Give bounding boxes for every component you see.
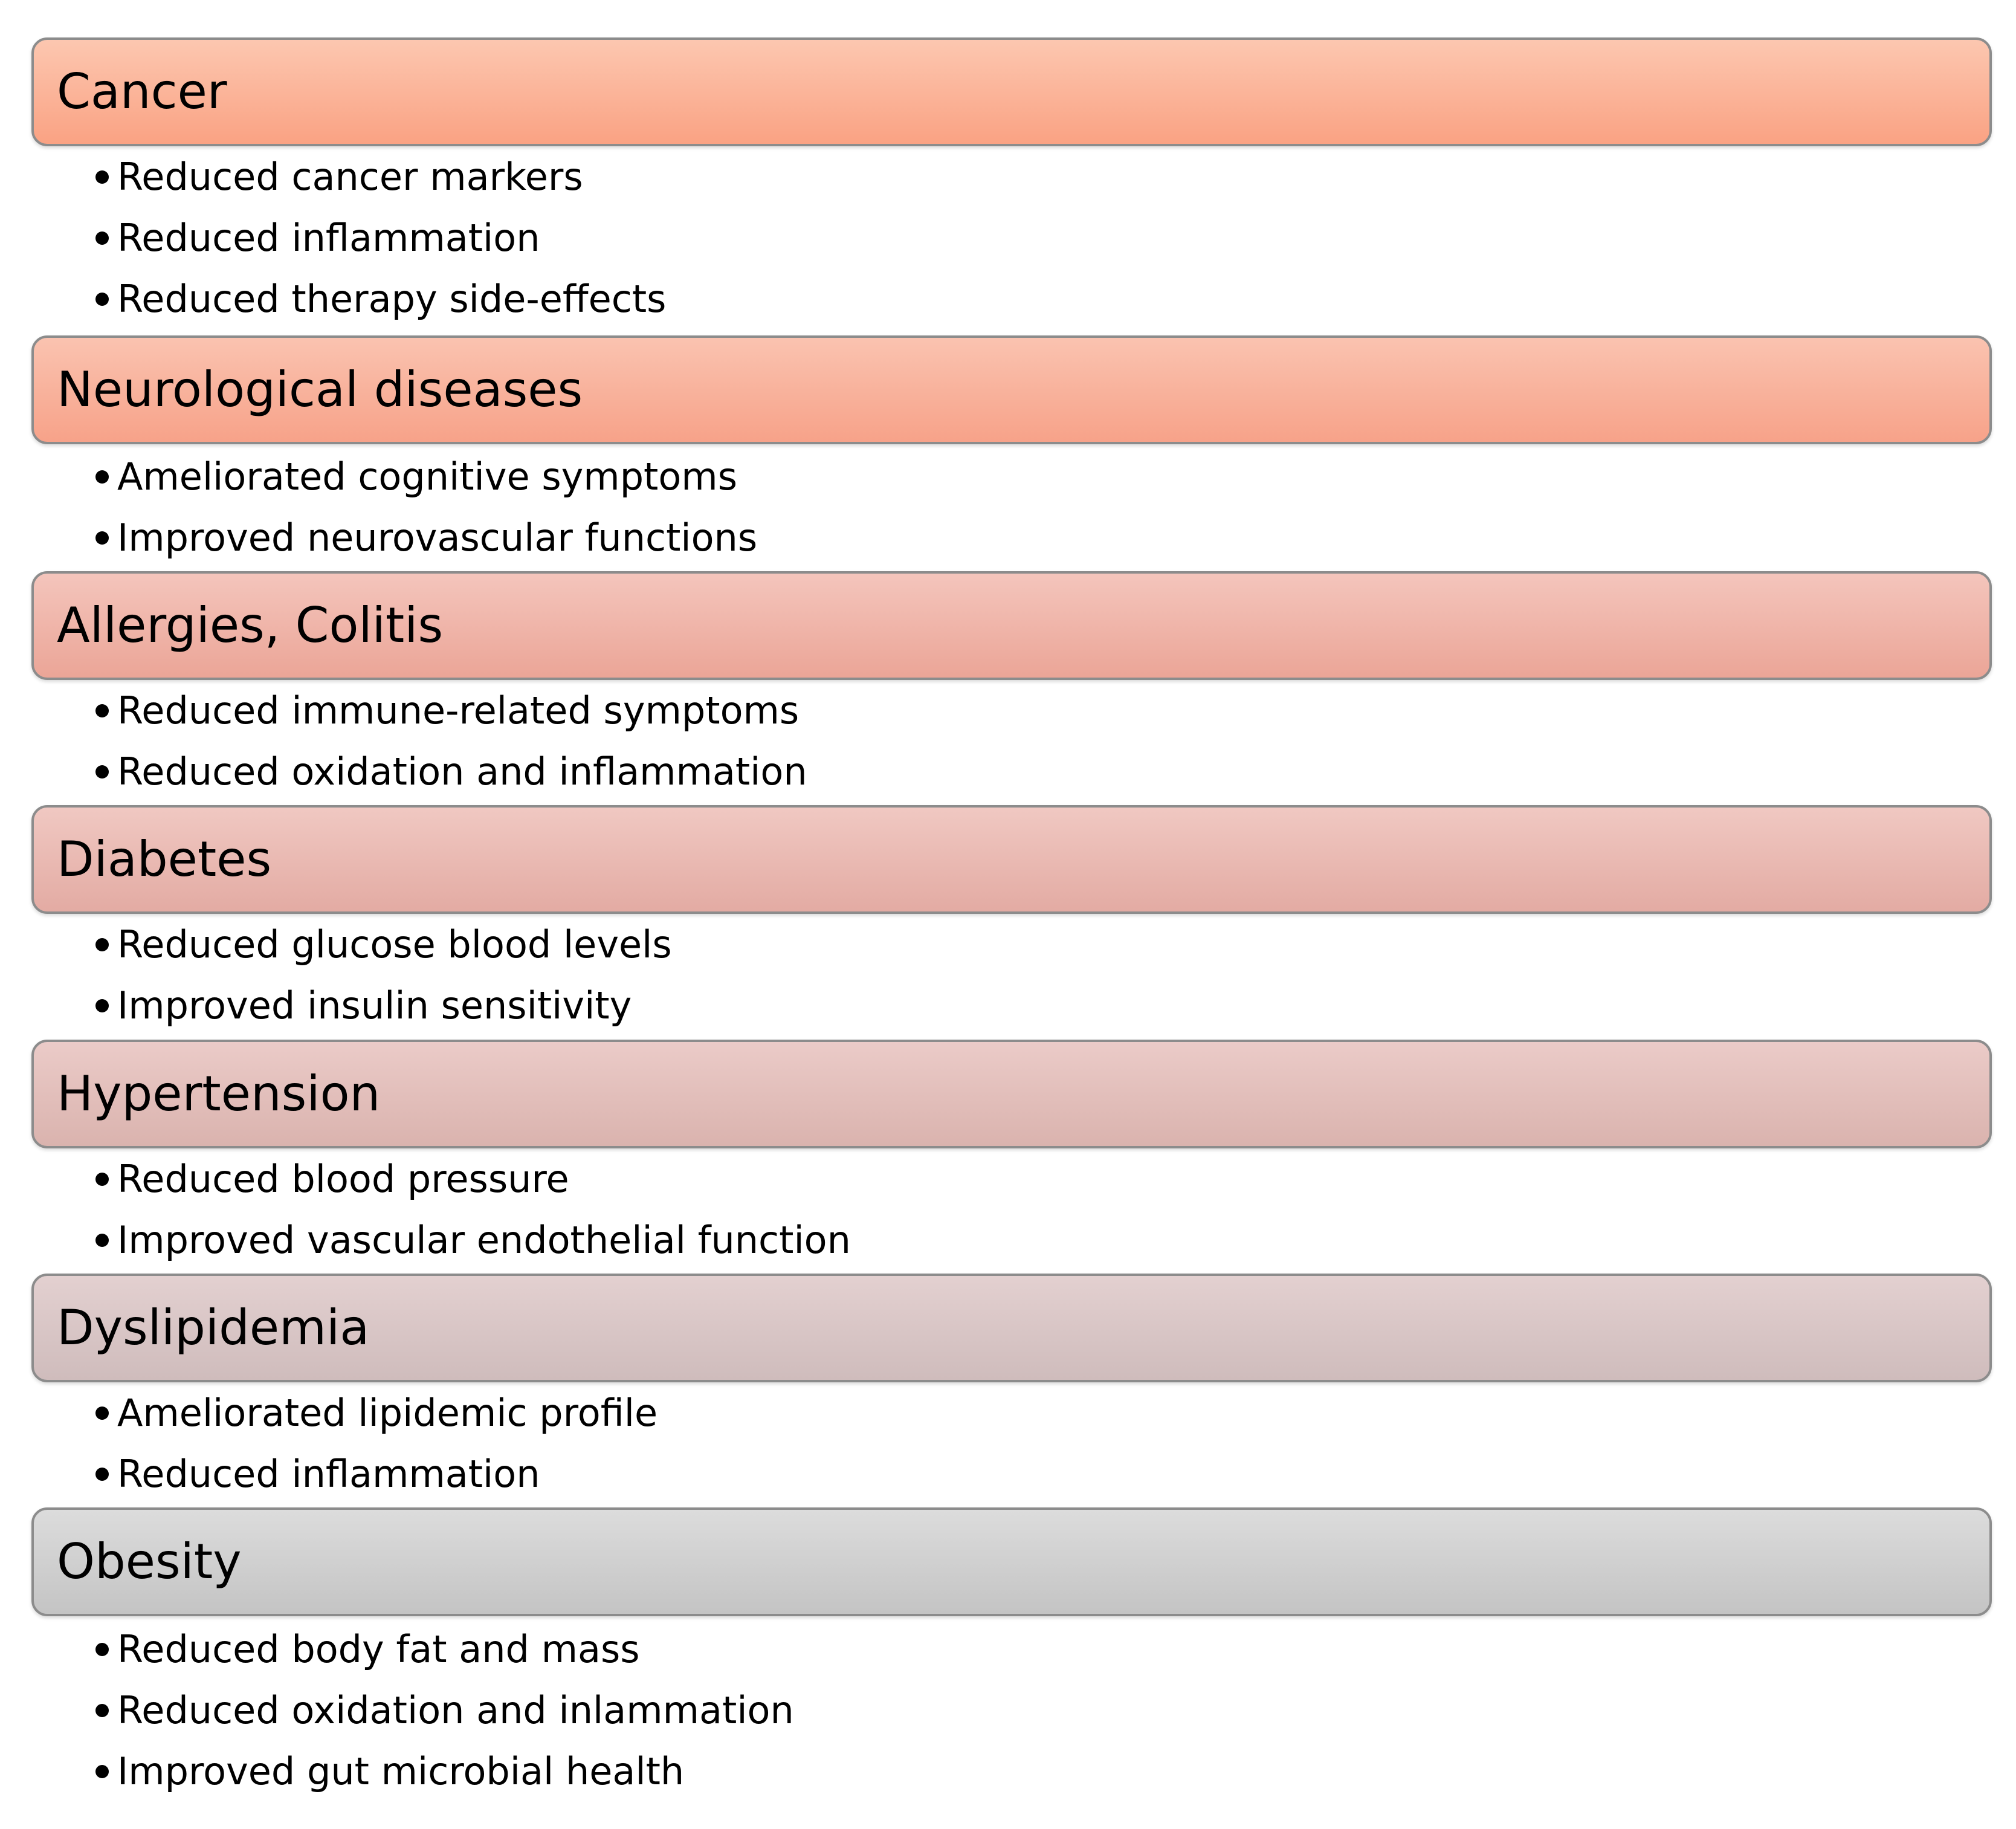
list-item: [95, 1148, 851, 1209]
section-title: Neurological diseases: [57, 361, 583, 418]
list-item: [95, 914, 672, 975]
section-header-dyslipidemia: [31, 1274, 1992, 1382]
section-items-hypertension: [95, 1148, 851, 1271]
section-title: Diabetes: [57, 831, 272, 887]
bullet-icon: [95, 293, 109, 306]
section-header-neurological-diseases: [31, 335, 1992, 444]
list-item-text: Improved vascular endothelial function: [117, 1218, 851, 1262]
list-item-text: Reduced therapy side-effects: [117, 277, 667, 321]
list-item-text: Reduced body fat and mass: [117, 1627, 640, 1671]
section-header-cancer: [31, 37, 1992, 146]
list-item: [95, 1741, 794, 1802]
list-item-text: Reduced inflammation: [117, 1452, 540, 1496]
list-item-text: Improved neurovascular functions: [117, 516, 758, 560]
bullet-icon: [95, 231, 109, 245]
section-title: Obesity: [57, 1533, 242, 1590]
list-item-text: Reduced oxidation and inlammation: [117, 1688, 794, 1732]
section-header-obesity: [31, 1507, 1992, 1616]
list-item: [95, 975, 672, 1036]
bullet-icon: [95, 1234, 109, 1247]
bullet-icon: [95, 704, 109, 717]
bullet-icon: [95, 1704, 109, 1717]
section-items-allergies-colitis: [95, 680, 807, 802]
section-title: Dyslipidemia: [57, 1300, 370, 1356]
list-item-text: Reduced immune-related symptoms: [117, 688, 800, 733]
list-item: [95, 680, 807, 741]
bullet-icon: [95, 1173, 109, 1186]
list-item: [95, 268, 666, 329]
list-item: [95, 1680, 794, 1741]
list-item-text: Reduced inflammation: [117, 216, 540, 260]
list-item-text: Reduced glucose blood levels: [117, 922, 672, 966]
list-item-text: Ameliorated lipidemic profile: [117, 1391, 658, 1435]
list-item-text: Improved gut microbial health: [117, 1749, 685, 1793]
section-items-diabetes: [95, 914, 672, 1036]
section-items-neurological-diseases: [95, 446, 757, 568]
section-header-allergies-colitis: [31, 571, 1992, 680]
list-item: [95, 741, 807, 802]
bullet-icon: [95, 1643, 109, 1656]
bullet-icon: [95, 1468, 109, 1481]
section-items-dyslipidemia: [95, 1382, 657, 1504]
list-item-text: Reduced oxidation and inflammation: [117, 749, 807, 794]
bullet-icon: [95, 1765, 109, 1778]
section-title: Hypertension: [57, 1066, 381, 1122]
bullet-icon: [95, 470, 109, 484]
bullet-icon: [95, 999, 109, 1012]
list-item: [95, 207, 666, 268]
list-item-text: Reduced blood pressure: [117, 1157, 569, 1201]
list-item: [95, 1382, 657, 1443]
bullet-icon: [95, 1407, 109, 1420]
bullet-icon: [95, 938, 109, 951]
bullet-icon: [95, 531, 109, 545]
section-title: Cancer: [57, 63, 227, 120]
list-item: [95, 1443, 657, 1504]
list-item: [95, 1619, 794, 1680]
list-item: [95, 1209, 851, 1271]
section-header-hypertension: [31, 1040, 1992, 1148]
list-item-text: Improved insulin sensitivity: [117, 983, 632, 1028]
section-title: Allergies, Colitis: [57, 597, 444, 653]
bullet-icon: [95, 170, 109, 184]
section-header-diabetes: [31, 805, 1992, 914]
list-item: [95, 507, 757, 568]
section-items-cancer: [95, 146, 666, 329]
list-item-text: Reduced cancer markers: [117, 155, 583, 199]
list-item: [95, 446, 757, 507]
list-item: [95, 146, 666, 207]
bullet-icon: [95, 765, 109, 779]
list-item-text: Ameliorated cognitive symptoms: [117, 455, 737, 499]
section-items-obesity: [95, 1619, 794, 1802]
